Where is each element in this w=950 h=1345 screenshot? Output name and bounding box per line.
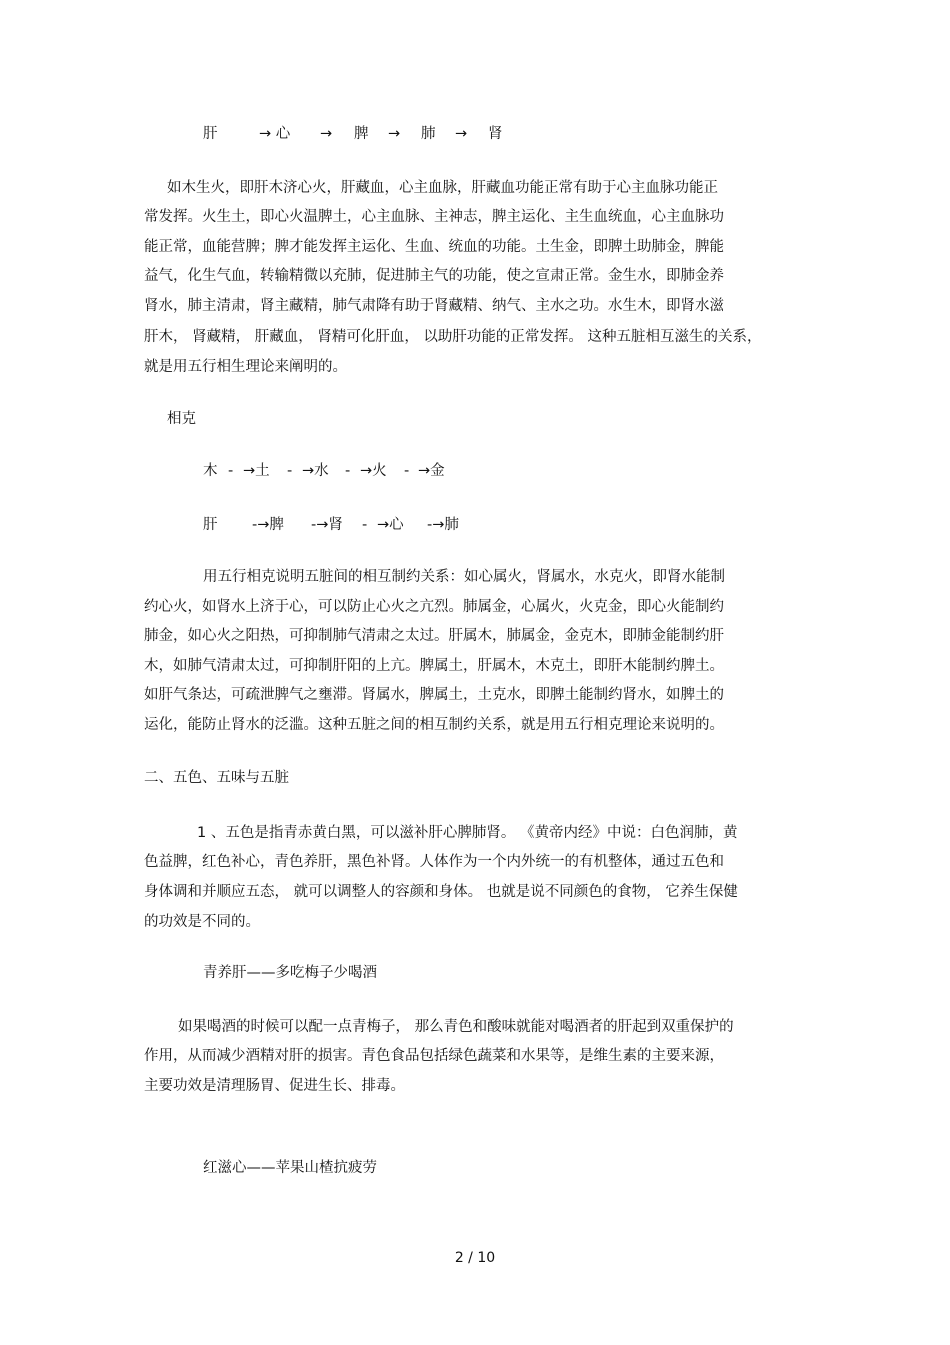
organ-heart: → 心	[259, 126, 291, 142]
subheading-green: 青养肝——多吃梅子少喝酒	[203, 965, 377, 981]
element-water: →水	[302, 463, 329, 479]
organ-spleen: -→脾	[252, 517, 284, 533]
organ-spleen: 脾	[354, 126, 369, 142]
organ-kidney: -→肾	[311, 517, 343, 533]
dash: -	[404, 463, 410, 479]
colors-paragraph-line: 的功效是不同的。	[144, 914, 260, 930]
element-metal: →金	[418, 463, 445, 479]
ke-heading: 相克	[167, 411, 196, 427]
green-paragraph-line: 如果喝酒的时候可以配一点青梅子， 那么青色和酸味就能对喝酒者的肝起到双重保护的	[178, 1019, 734, 1035]
page-number: 2 / 10	[454, 1250, 496, 1266]
sheng-paragraph-line: 就是用五行相生理论来阐明的。	[144, 359, 347, 375]
arrow: →	[455, 126, 468, 142]
organ-liver: 肝	[203, 126, 218, 142]
ke-paragraph-line: 约心火，如肾水上济于心，可以防止心火之亢烈。肺属金，心属火，火克金，即心火能制约	[144, 599, 724, 615]
organ-kidney: 肾	[488, 126, 503, 142]
sheng-paragraph-line: 常发挥。火生土，即心火温脾土，心主血脉、主神志，脾主运化、主生血统血，心主血脉功	[144, 209, 724, 225]
sheng-paragraph-line: 肝木， 肾藏精， 肝藏血， 肾精可化肝血， 以助肝功能的正常发挥。 这种五脏相互滋生的关系，	[144, 329, 762, 345]
ke-paragraph-line: 肺金，如心火之阳热，可抑制肺气清肃之太过。肝属木，肺属金，金克木，即肺金能制约肝	[144, 628, 724, 644]
sheng-paragraph-line: 肾水，肺主清肃，肾主藏精，肺气肃降有助于肾藏精、纳气、主水之功。水生木，即肾水滋	[144, 298, 724, 314]
organ-lung: 肺	[421, 126, 436, 142]
ke-organ-row	[0, 515, 950, 535]
green-paragraph-line: 主要功效是清理肠胃、促进生长、排毒。	[144, 1078, 405, 1094]
dash: -	[345, 463, 351, 479]
ke-paragraph-line: 木，如肺气清肃太过，可抑制肝阳的上亢。脾属土，肝属木，木克土，即肝木能制约脾土。	[144, 658, 724, 674]
dash: -	[362, 517, 368, 533]
ke-paragraph-line: 如肝气条达，可疏泄脾气之壅滞。肾属水，脾属土，土克水，即脾土能制约肾水，如脾土的	[144, 687, 724, 703]
dash: -	[287, 463, 293, 479]
organ-heart: →心	[377, 517, 404, 533]
element-fire: →火	[360, 463, 387, 479]
colors-paragraph-line: 身体调和并顺应五态， 就可以调整人的容颜和身体。 也就是说不同颜色的食物， 它养生保健	[144, 884, 738, 900]
ke-element-row	[0, 461, 950, 481]
element-wood: 木	[203, 463, 218, 479]
organ-lung: -→肺	[427, 517, 459, 533]
colors-paragraph-line: 1 、五色是指青赤黄白黑，可以滋补肝心脾肺肾。 《黄帝内经》中说：白色润肺，黄	[197, 825, 738, 841]
element-earth: →土	[243, 463, 270, 479]
ke-paragraph-line: 运化，能防止肾水的泛滥。这种五脏之间的相互制约关系，就是用五行相克理论来说明的。	[144, 717, 724, 733]
sheng-organ-row	[0, 124, 950, 144]
sheng-paragraph-line: 益气，化生气血，转输精微以充肺，促进肺主气的功能，使之宣肃正常。金生水，即肺金养	[144, 268, 724, 284]
organ-liver: 肝	[203, 517, 218, 533]
green-paragraph-line: 作用，从而减少酒精对肝的损害。青色食品包括绿色蔬菜和水果等，是维生素的主要来源，	[144, 1048, 724, 1064]
subheading-red: 红滋心——苹果山楂抗疲劳	[203, 1160, 377, 1176]
section-heading: 二、五色、五味与五脏	[144, 770, 289, 786]
arrow: →	[388, 126, 401, 142]
dash: -	[228, 463, 234, 479]
ke-paragraph-line: 用五行相克说明五脏间的相互制约关系：如心属火，肾属水，水克火，即肾水能制	[203, 569, 725, 585]
arrow: →	[320, 126, 333, 142]
sheng-paragraph-line: 能正常，血能营脾；脾才能发挥主运化、生血、统血的功能。土生金，即脾土助肺金，脾能	[144, 239, 724, 255]
colors-paragraph-line: 色益脾，红色补心，青色养肝，黑色补肾。人体作为一个内外统一的有机整体，通过五色和	[144, 854, 724, 870]
sheng-paragraph-line: 如木生火，即肝木济心火，肝藏血，心主血脉，肝藏血功能正常有助于心主血脉功能正	[167, 180, 718, 196]
